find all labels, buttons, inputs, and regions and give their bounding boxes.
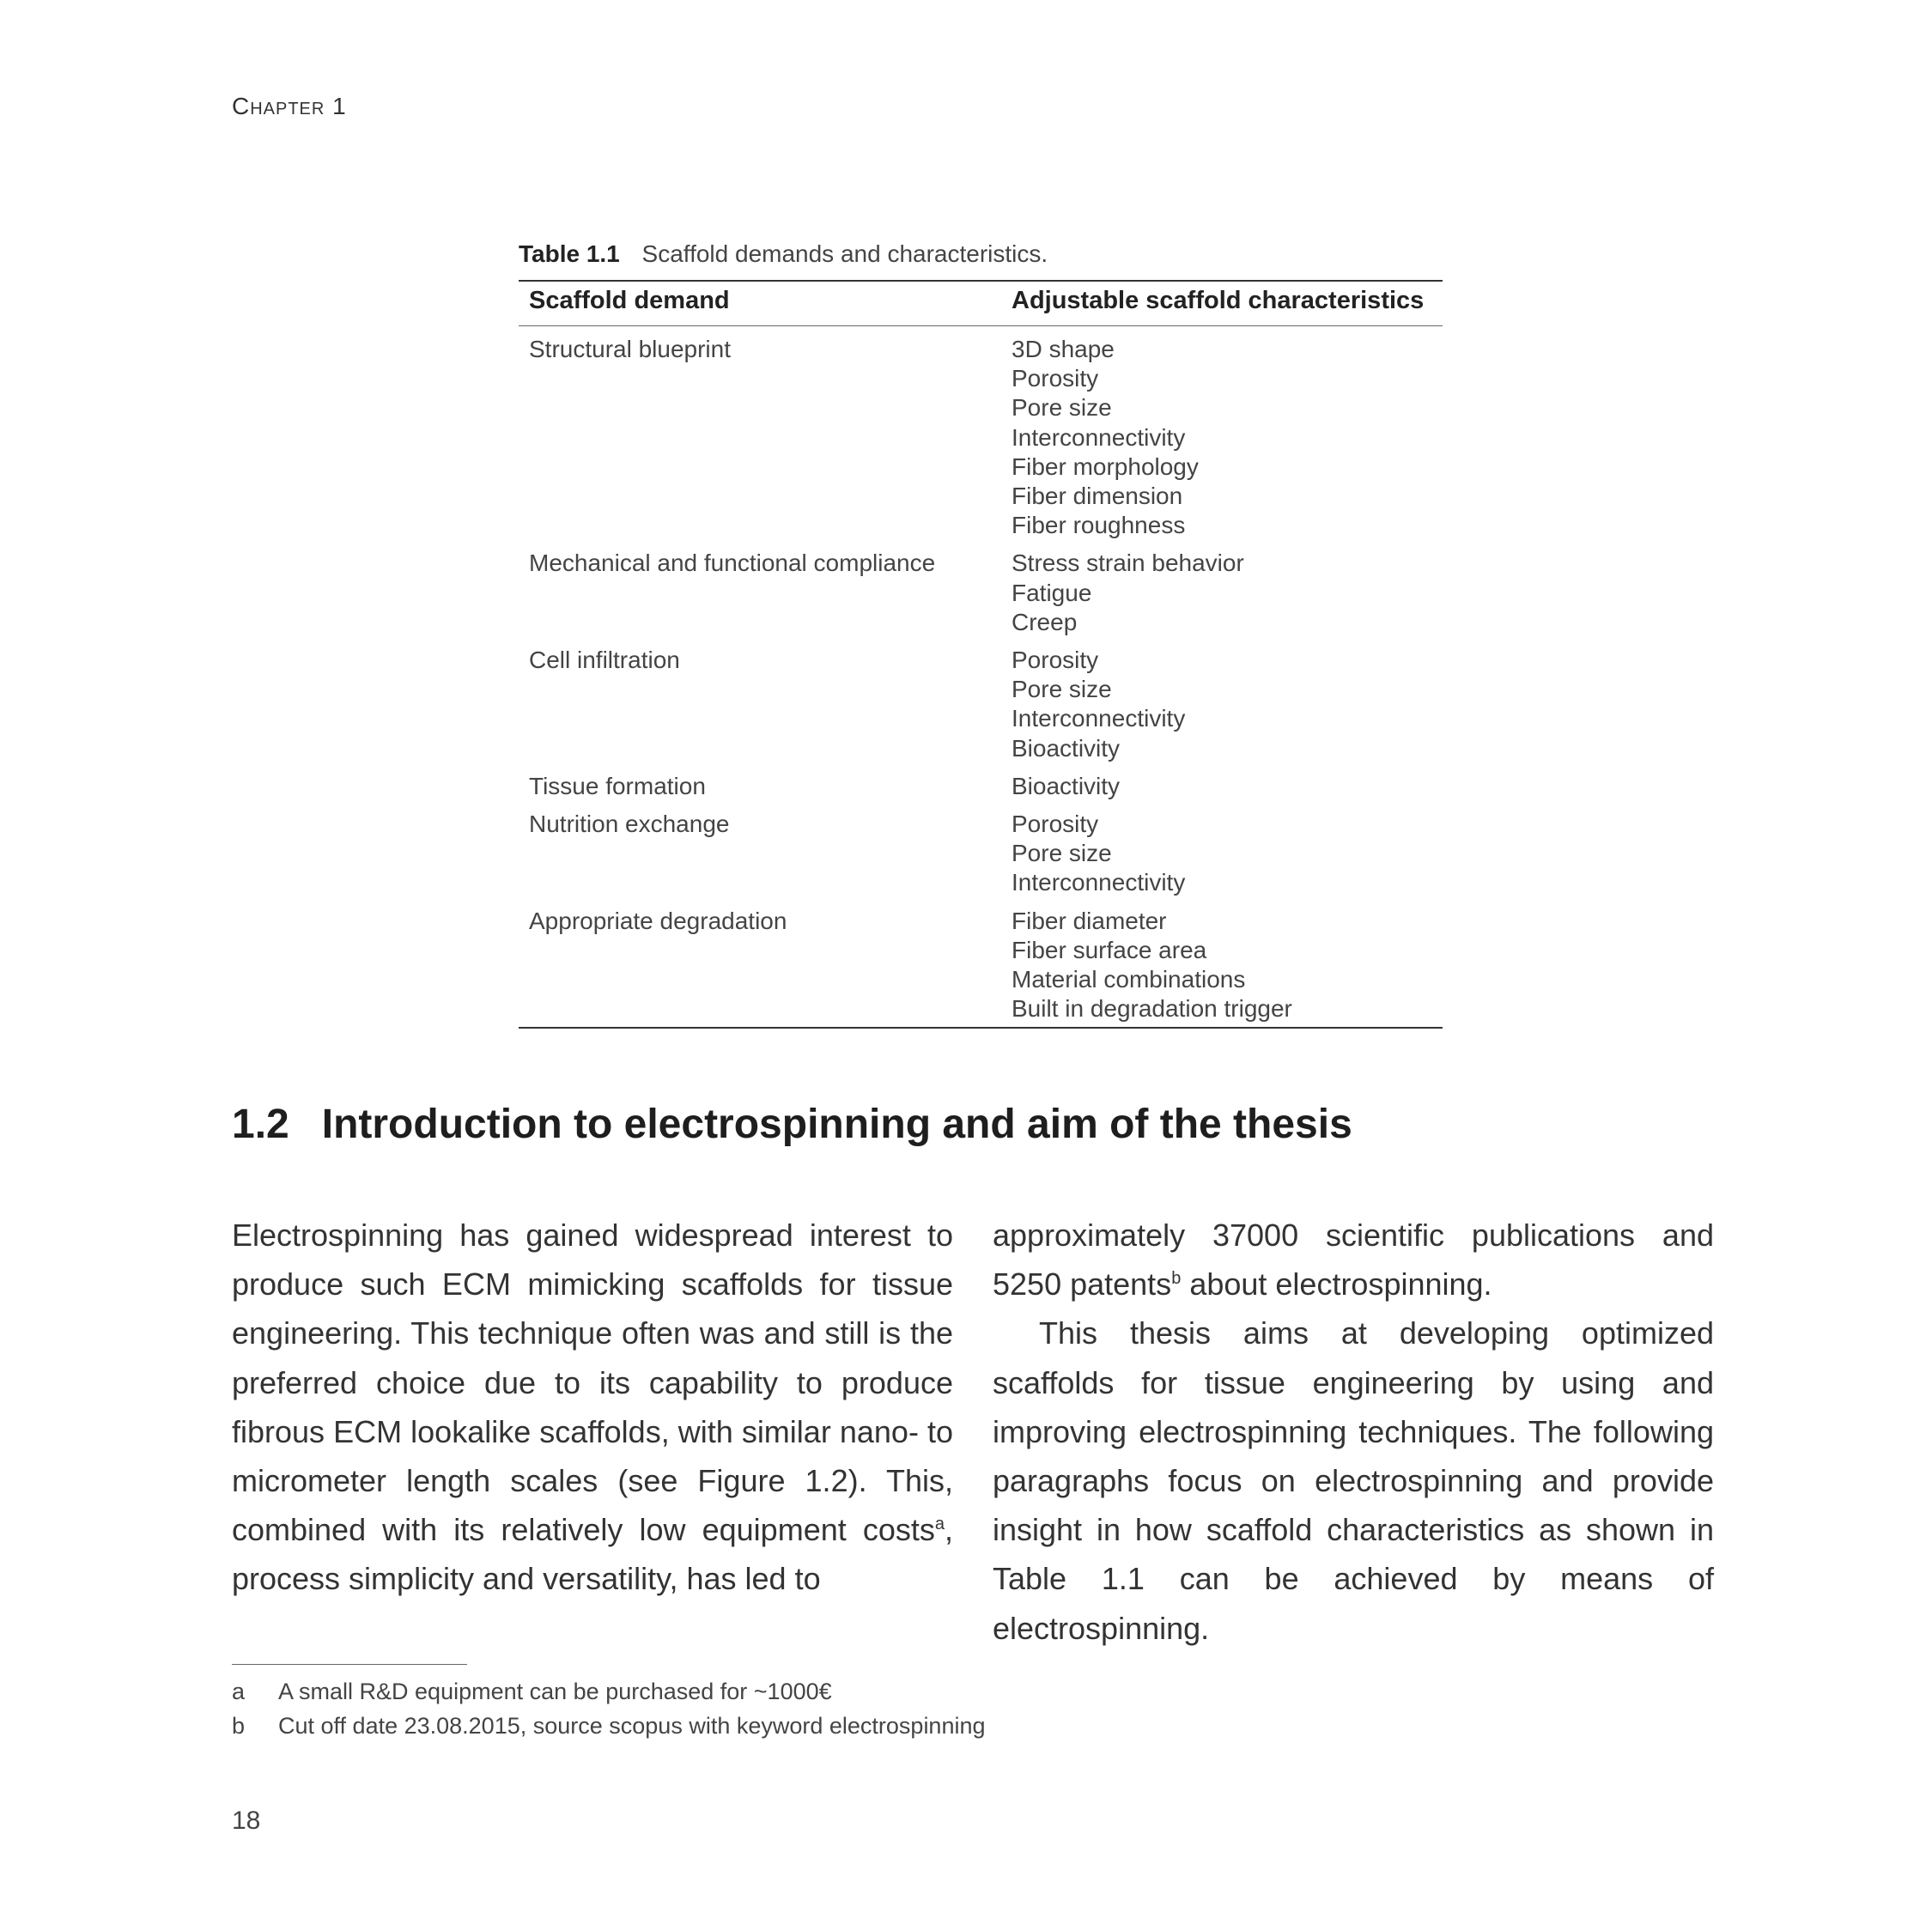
running-head-text: Chapter 1 <box>232 93 347 119</box>
table-caption <box>519 240 1443 268</box>
body-text: about electrospinning. <box>1181 1266 1492 1303</box>
characteristic-item: Stress strain behavior <box>1012 550 1244 577</box>
footnote-ref-a[interactable]: a <box>934 1515 945 1534</box>
table-caption-text: Scaffold demands and characteristics. <box>641 240 1048 267</box>
characteristic-item: Fatigue <box>1012 579 1092 606</box>
table-1-1 <box>519 240 1443 1029</box>
characteristic-item: Bioactivity <box>1012 772 1121 799</box>
body-text: approximately 37000 scientific publications and 5250 patents <box>993 1218 1714 1303</box>
scaffold-demand-cell: Appropriate degradation <box>519 898 1001 1029</box>
characteristic-item: Pore size <box>1012 394 1112 422</box>
scaffold-demand-cell: Structural blueprint <box>529 336 732 362</box>
body-paragraph-right-2: This thesis aims at developing optimized scaffolds for tissue engineering by using and improving electrospinning techniques. The following paragraphs focus on electrospinning and provide insight in how scaffold characteristics as shown in Table 1.1 can be achieved by means of electrospinning. <box>993 1315 1714 1646</box>
scaffold-demand-cell: Cell infiltration <box>529 647 680 674</box>
characteristics-cell <box>1001 763 1443 801</box>
characteristic-item: Fiber dimension <box>1012 483 1183 510</box>
characteristic-item: Fiber diameter <box>1012 907 1167 934</box>
characteristic-item: Interconnectivity <box>1012 869 1186 896</box>
characteristic-item: Bioactivity <box>1012 734 1121 762</box>
scaffold-demand-cell: Tissue formation <box>529 772 706 799</box>
characteristic-item: Fiber roughness <box>1012 512 1186 539</box>
characteristic-item: Pore size <box>1012 676 1112 703</box>
section-title: Introduction to electrospinning and aim of the thesis <box>321 1102 1352 1147</box>
body-text: Electrospinning has gained widespread interest to produce such ECM mimicking scaffolds for tissue engineering. This technique often was and still is the preferred choice due to its capability to produce fibrous ECM lookalike scaffolds, with similar nano- to micrometer length scales (see Figure 1.2). This, combined with its relatively low equipment costs <box>232 1218 953 1548</box>
page-number: 18 <box>232 1807 261 1835</box>
characteristics-cell <box>1001 540 1443 637</box>
footnotes <box>232 1674 986 1743</box>
characteristic-item: Material combinations <box>1012 966 1246 993</box>
characteristic-item: Fiber morphology <box>1012 452 1199 480</box>
footnote-mark: a <box>232 1679 246 1704</box>
characteristic-item: 3D shape <box>1012 336 1115 362</box>
characteristics-cell <box>1001 898 1443 1029</box>
body-paragraph-right-1 <box>993 1211 1714 1309</box>
body-column-right <box>993 1211 1714 1653</box>
characteristic-item: Fiber surface area <box>1012 936 1207 963</box>
body-paragraph-left <box>232 1211 953 1604</box>
characteristic-item: Porosity <box>1012 365 1099 392</box>
characteristic-item: Porosity <box>1012 811 1099 838</box>
characteristic-item: Interconnectivity <box>1012 705 1186 732</box>
section-heading <box>232 1101 1352 1148</box>
header-scaffold-demand: Scaffold demand <box>519 281 1001 326</box>
characteristics-cell <box>1001 637 1443 763</box>
table-row <box>519 637 1443 763</box>
body-column-left <box>232 1211 953 1604</box>
footnote-a <box>232 1674 986 1709</box>
characteristic-item: Interconnectivity <box>1012 423 1186 451</box>
footnote-text: Cut off date 23.08.2015, source scopus with keyword electrospinning <box>278 1713 986 1739</box>
scaffold-demand-cell: Nutrition exchange <box>529 811 730 838</box>
characteristic-item: Creep <box>1012 608 1078 635</box>
characteristics-cell <box>1001 801 1443 898</box>
body-text: , process simplicity and versatility, has led to <box>232 1512 953 1597</box>
scaffold-table <box>519 280 1443 1029</box>
footnote-divider <box>232 1664 467 1665</box>
characteristic-item: Pore size <box>1012 840 1112 867</box>
footnote-mark: b <box>232 1713 246 1739</box>
table-row <box>519 326 1443 541</box>
footnote-ref-b[interactable]: b <box>1171 1269 1182 1289</box>
table-row <box>519 540 1443 637</box>
header-adjustable-characteristics: Adjustable scaffold characteristics <box>1001 281 1443 326</box>
scaffold-demand-cell: Mechanical and functional compliance <box>529 550 936 577</box>
table-label: Table 1.1 <box>519 240 620 267</box>
section-number: 1.2 <box>232 1102 289 1147</box>
table-row <box>519 801 1443 898</box>
footnote-b <box>232 1709 986 1743</box>
characteristic-item: Porosity <box>1012 647 1099 674</box>
running-head <box>232 93 347 120</box>
table-row <box>519 898 1443 1029</box>
table-body <box>519 326 1443 1029</box>
characteristic-item: Built in degradation trigger <box>1012 995 1292 1023</box>
table-header-row <box>519 281 1443 326</box>
table-row <box>519 763 1443 801</box>
footnote-text: A small R&D equipment can be purchased for ~1000€ <box>278 1679 832 1704</box>
characteristics-cell <box>1001 326 1443 541</box>
